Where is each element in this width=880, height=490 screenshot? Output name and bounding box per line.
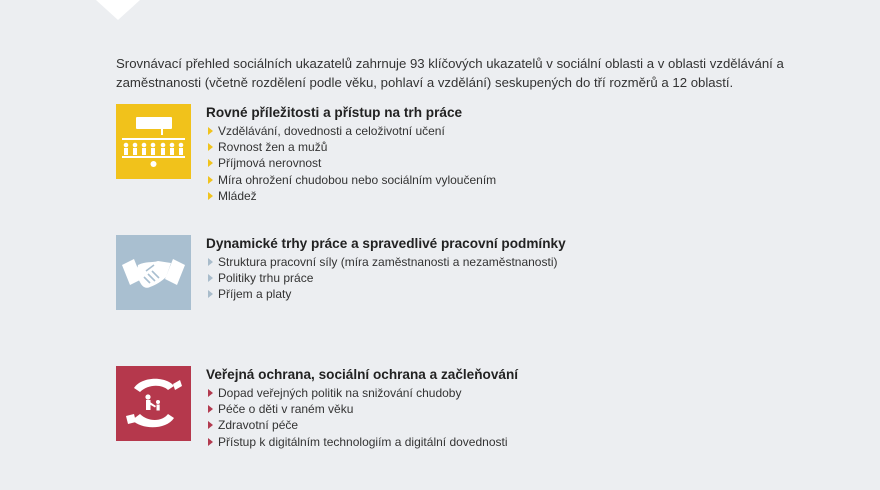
list-item: Struktura pracovní síly (míra zaměstnanosti a nezaměstnanosti) bbox=[206, 254, 766, 270]
list-item: Míra ohrožení chudobou nebo sociálním vyloučením bbox=[206, 172, 766, 188]
indicator-list bbox=[206, 123, 766, 204]
list-item: Vzdělávání, dovednosti a celoživotní učení bbox=[206, 123, 766, 139]
list-item: Příjmová nerovnost bbox=[206, 155, 766, 171]
indicator-list bbox=[206, 385, 766, 450]
list-item: Rovnost žen a mužů bbox=[206, 139, 766, 155]
list-item: Dopad veřejných politik na snižování chudoby bbox=[206, 385, 766, 401]
list-item: Přístup k digitálním technologiím a digitální dovednosti bbox=[206, 434, 766, 450]
section-title: Rovné příležitosti a přístup na trh práce bbox=[206, 105, 463, 120]
list-item: Politiky trhu práce bbox=[206, 270, 766, 286]
intro-paragraph: Srovnávací přehled sociálních ukazatelů zahrnuje 93 klíčových ukazatelů v sociální oblasti a v oblasti vzdělávání a zaměstnanosti (včetně rozdělení podle věku, pohlaví a vzdělání) seskupených do tří rozměrů a 12 oblastí. bbox=[116, 56, 784, 90]
list-item: Příjem a platy bbox=[206, 286, 766, 302]
list-item: Zdravotní péče bbox=[206, 417, 766, 433]
section-title: Dynamické trhy práce a spravedlivé pracovní podmínky bbox=[206, 236, 566, 251]
list-item: Mládež bbox=[206, 188, 766, 204]
list-item: Péče o děti v raném věku bbox=[206, 401, 766, 417]
protective-hands-icon bbox=[116, 366, 191, 441]
equal-opportunity-icon bbox=[116, 104, 191, 179]
section-title: Veřejná ochrana, sociální ochrana a začleňování bbox=[206, 367, 519, 382]
handshake-icon bbox=[116, 235, 191, 310]
indicator-list bbox=[206, 254, 766, 303]
header-notch bbox=[96, 0, 140, 20]
